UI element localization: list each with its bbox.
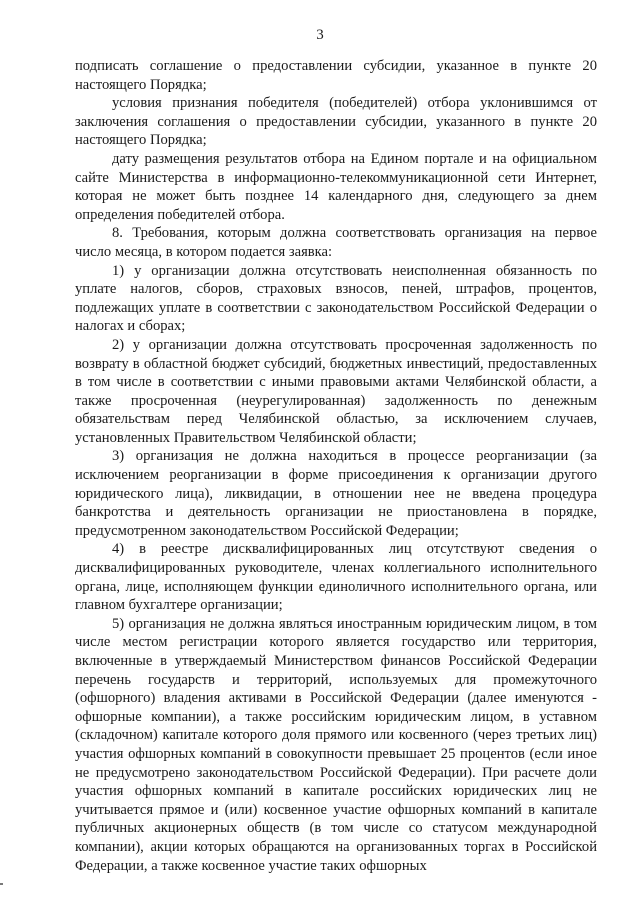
paragraph-evasion-conditions: условия признания победителя (победителей) отбора уклонившимся от заключения соглашения о предоставлении субсидии, указанного в пункте 20 настоящего Порядка; (75, 95, 597, 149)
paragraph-sign-agreement: подписать соглашение о предоставлении субсидии, указанное в пункте 20 настоящего Порядка; (75, 58, 597, 93)
paragraph-requirements-heading: 8. Требования, которым должна соответствовать организация на первое число месяца, в котором подается заявка: (75, 225, 597, 260)
paragraph-requirement-1: 1) у организации должна отсутствовать неисполненная обязанность по уплате налогов, сборов, страховых взносов, пеней, штрафов, процентов, подлежащих уплате в соответствии с законодательством Российской Федерации о налогах и сборах; (75, 262, 597, 335)
paragraph-results-publication-date: дату размещения результатов отбора на Едином портале и на официальном сайте Министерства в информационно-телекоммуникационной сети Интернет, которая не может быть позднее 14 календарного дня, следующего за днем определения победителей отбора. (75, 150, 597, 223)
document-body (75, 57, 597, 875)
scan-edge-mark (0, 883, 3, 885)
paragraph-requirement-4: 4) в реестре дисквалифицированных лиц отсутствуют сведения о дисквалифицированных руководителе, членах коллегиального исполнительного органа, лице, исполняющем функции единоличного исполнительного органа, или главном бухгалтере организации; (75, 541, 597, 614)
paragraph-requirement-2: 2) у организации должна отсутствовать просроченная задолженность по возврату в областной бюджет субсидий, бюджетных инвестиций, предоставленных в том числе в соответствии с иными правовыми актами Челябинской области, а также просроченная (неурегулированная) задолженность по денежным обязательствам перед Челябинской областью, за исключением случаев, установленных Правительством Челябинской области; (75, 336, 597, 446)
paragraph-requirement-5: 5) организация не должна являться иностранным юридическим лицом, в том числе местом регистрации которого является государство или территория, включенные в утверждаемый Министерством финансов Российской Федерации перечень государств и территорий, используемых для промежуточного (офшорного) владения активами в Российской Федерации (далее именуются - офшорные компании), а также российским юридическим лицом, в уставном (складочном) капитале которого доля прямого или косвенного (через третьих лиц) участия офшорных компаний в совокупности превышает 25 процентов (если иное не предусмотрено законодательством Российской Федерации). При расчете доли участия офшорных компаний в капитале российских юридических лиц не учитывается прямое и (или) косвенное участие офшорных компаний в капитале публичных акционерных обществ (в том числе со статусом международной компании), акции которых обращаются на организованных торгах в Российской Федерации, а также косвенное участие таких офшорных (75, 615, 597, 874)
paragraph-requirement-3: 3) организация не должна находиться в процессе реорганизации (за исключением реорганизации в форме присоединения к организации другого юридического лица), ликвидации, в отношении нее не введена процедура банкротства и деятельность организации не приостановлена в порядке, предусмотренном законодательством Российской Федерации; (75, 448, 597, 539)
page-number: 3 (316, 27, 324, 43)
